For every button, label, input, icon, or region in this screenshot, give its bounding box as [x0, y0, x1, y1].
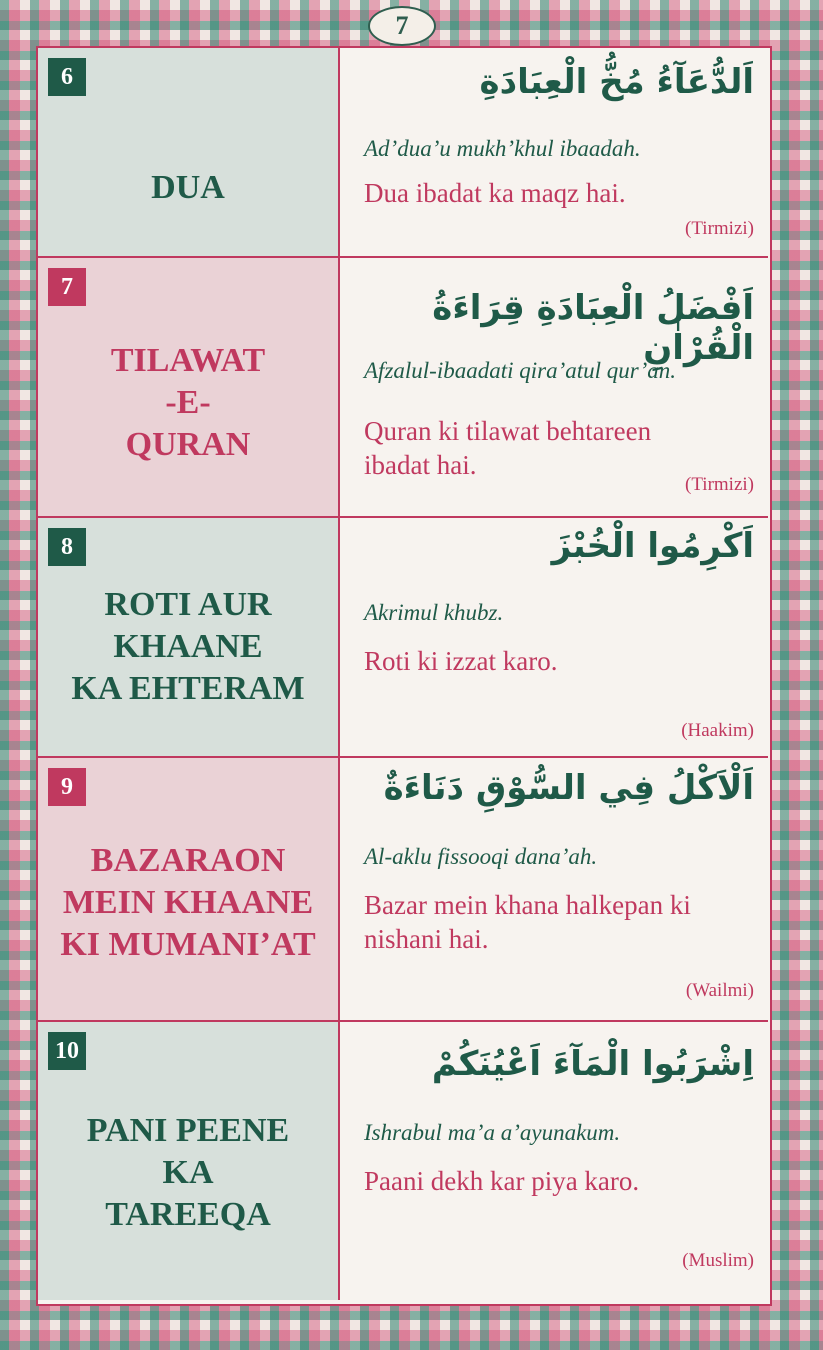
entry-title-line: PANI PEENE: [86, 1112, 290, 1149]
entry-title-line: KA: [162, 1154, 214, 1191]
entry-title: [38, 840, 338, 966]
arabic-text: اَلْاَكْلُ فِي السُّوْقِ دَنَاءَةٌ: [383, 768, 754, 808]
meaning: Dua ibadat ka maqz hai.: [364, 178, 626, 208]
entry-row-8: [38, 518, 768, 758]
entry-title-cell: [38, 48, 340, 256]
page-number: 7: [368, 6, 436, 46]
transliteration: Al-aklu fissooqi dana’ah.: [364, 844, 598, 869]
entry-title: [38, 340, 338, 466]
entry-content-cell: [340, 758, 768, 1020]
transliteration: Ishrabul ma’a a’ayunakum.: [364, 1120, 621, 1145]
arabic-text: اَكْرِمُوا الْخُبْزَ: [551, 526, 754, 566]
entry-number: 9: [48, 768, 86, 806]
entry-title-cell: [38, 758, 340, 1020]
entry-title: [38, 1110, 338, 1236]
entry-title-line: KA EHTERAM: [71, 670, 305, 707]
source: (Haakim): [681, 720, 754, 741]
arabic-text: اَفْضَلُ الْعِبَادَةِ قِرَاءَةُ الْقُرْاٰنِ: [432, 288, 754, 368]
entry-row-10: [38, 1022, 768, 1300]
entry-content-cell: [340, 48, 768, 256]
entry-content-cell: [340, 1022, 768, 1300]
entry-title-line: DUA: [151, 169, 225, 206]
entry-number: 8: [48, 528, 86, 566]
arabic-text: اَلدُّعَآءُ مُخُّ الْعِبَادَةِ: [479, 62, 754, 102]
entry-title-cell: [38, 518, 340, 756]
entry-row-9: [38, 758, 768, 1022]
entry-row-6: [38, 48, 768, 258]
entry-number: 7: [48, 268, 86, 306]
entry-content-cell: [340, 518, 768, 756]
entry-row-7: [38, 258, 768, 518]
transliteration: Afzalul-ibaadati qira’atul qur’an.: [364, 358, 676, 383]
meaning: Quran ki tilawat behtareen ibadat hai.: [364, 416, 652, 480]
entry-title-line: -E-: [165, 384, 211, 421]
source: (Wailmi): [685, 980, 754, 1001]
entry-title-line: MEIN KHAANE: [62, 884, 314, 921]
entry-title-line: ROTI AUR: [104, 586, 272, 623]
entry-title-line: BAZARAON: [90, 842, 286, 879]
entry-title-line: QURAN: [125, 426, 251, 463]
entry-number: 6: [48, 58, 86, 96]
source: (Tirmizi): [685, 218, 754, 239]
entry-title-cell: [38, 258, 340, 516]
entry-number: 10: [48, 1032, 86, 1070]
source: (Tirmizi): [685, 474, 754, 495]
meaning: Paani dekh kar piya karo.: [364, 1166, 640, 1196]
transliteration: Ad’dua’u mukh’khul ibaadah.: [364, 136, 641, 161]
entry-title-line: TILAWAT: [110, 342, 266, 379]
entry-content-cell: [340, 258, 768, 516]
entry-title-line: KHAANE: [113, 628, 263, 665]
entry-title: [38, 584, 338, 710]
source: (Muslim): [682, 1250, 754, 1271]
transliteration: Akrimul khubz.: [364, 600, 504, 625]
entry-title-cell: [38, 1022, 340, 1300]
arabic-text: اِشْرَبُوا الْمَآءَ اَعْيُنَكُمْ: [431, 1044, 754, 1084]
entry-title-line: KI MUMANI’AT: [60, 926, 316, 963]
meaning: Bazar mein khana halkepan ki nishani hai.: [364, 890, 691, 954]
entry-title: [38, 167, 338, 209]
meaning: Roti ki izzat karo.: [364, 646, 558, 676]
entry-title-line: TAREEQA: [105, 1196, 271, 1233]
